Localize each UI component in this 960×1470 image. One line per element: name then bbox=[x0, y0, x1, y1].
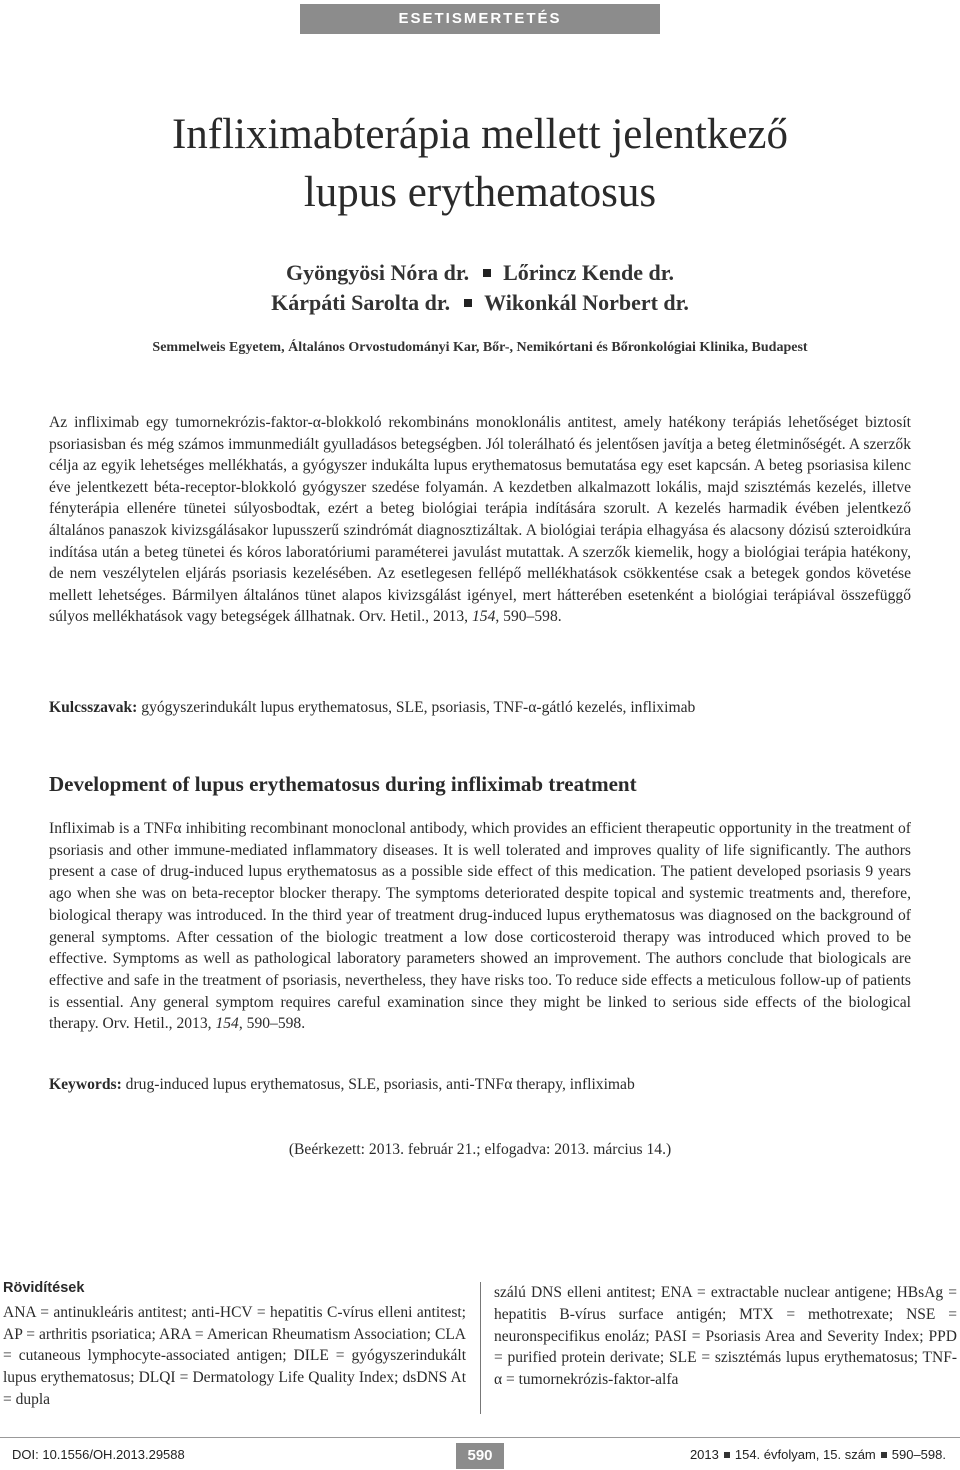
journal-pages: , 590–598. bbox=[238, 1015, 306, 1033]
abstract-hungarian bbox=[49, 412, 911, 628]
title-line-1: Infliximabterápia mellett jelentkező bbox=[171, 111, 789, 158]
issue-year: 2013 bbox=[689, 1447, 719, 1462]
issue-volume: 154. évfolyam, 15. szám bbox=[734, 1447, 876, 1462]
author-name: Wikonkál Norbert dr. bbox=[484, 290, 689, 315]
abstract-text: Infliximab is a TNFα inhibiting recombinant monoclonal antibody, which provides an efficient therapeutic opportunity in the treatment of psoriasis and other immune-mediated inflammatory diseases. It is well tolerated and improves quality of life significantly. The authors present a case of drug-induced lupus erythematosus as a possible side effect of this medication. The patient developed psoriasis 9 years ago when she was on beta-receptor blocker therapy. The symptoms deteriorated despite topical and systemic treatments and, therefore, biological therapy was introduced. In the third year of treatment drug-induced lupus erythematosus was diagnosed on the background of general symptoms. After cessation of the biologic treatment a low dose corticosteroid therapy was introduced which proved to be effective. Symptoms as well as pathological laboratory parameters showed an improvement. The authors conclude that biologicals are effective and safe in the treatment of psoriasis, nevertheless, they have risks too. To reduce side effects a meticulous follow-up of patients is essential. Any general symptom requires careful examination since they might be linked to serious side effects of the biological therapy. Orv. Hetil., 2013, bbox=[49, 820, 911, 1033]
abbreviations-heading: Rövidítések bbox=[3, 1280, 85, 1296]
page-footer bbox=[0, 1443, 960, 1467]
english-title: Development of lupus erythematosus during infliximab treatment bbox=[49, 772, 637, 796]
bullet-square-icon bbox=[464, 299, 472, 307]
abbreviations-text: ANA = antinukleáris antitest; anti-HCV = hepatitis C-vírus elleni antitest; AP = arthritis psoriatica; ARA = American Rheumatism Association; CLA = cutaneous lymphocyte-associated antigen; DILE = gyógyszerindukált lupus erythematosus; DLQI = Dermatology Life Quality Index; dsDNS At = dupla bbox=[3, 1303, 466, 1408]
issue-info bbox=[690, 1447, 946, 1462]
keywords-label: Keywords: bbox=[49, 1076, 122, 1093]
section-label: ESETISMERTETÉS bbox=[300, 4, 660, 34]
author-list bbox=[0, 258, 960, 318]
doi: DOI: 10.1556/OH.2013.29588 bbox=[12, 1447, 185, 1462]
author-name: Gyöngyösi Nóra dr. bbox=[285, 260, 470, 285]
bullet-square-icon bbox=[483, 269, 491, 277]
bullet-square-icon bbox=[724, 1452, 730, 1458]
keywords-hungarian bbox=[49, 697, 911, 718]
abbreviations-column-left bbox=[3, 1278, 466, 1411]
footer-rule bbox=[0, 1437, 960, 1438]
article-title bbox=[0, 106, 960, 222]
abbreviations-column-right bbox=[494, 1282, 957, 1391]
abstract-english bbox=[49, 818, 911, 1035]
keywords-label: Kulcsszavak: bbox=[49, 699, 138, 716]
keywords-text: gyógyszerindukált lupus erythematosus, SLE, psoriasis, TNF-α-gátló kezelés, infliximab bbox=[141, 699, 696, 716]
page-number: 590 bbox=[456, 1443, 504, 1469]
journal-pages: , 590–598. bbox=[495, 608, 562, 626]
author-row-2 bbox=[0, 288, 960, 318]
issue-pages: 590–598. bbox=[891, 1447, 946, 1462]
author-row-1 bbox=[0, 258, 960, 288]
abstract-text: Az infliximab egy tumornekrózis-faktor-α-blokkoló rekombináns monoklonális antitest, amely hatékony terápiás lehetőséget biztosít psoriasisban és még számos immunmediált gyulladásos betegségben. Jól tolerálható és jelentősen javítja a beteg életminőségét. A szerzők célja az egyik lehetséges mellékhatás, a gyógyszer indukálta lupus erythematosus bemutatása egy eset kapcsán. A beteg psoriasisa kilenc éve jelentkezett béta-receptor-blokkoló gyógyszer szedése folyamán. A kezdetben alkalmazott lokális, majd szisztémás kezelés, illetve fényterápia ellenére tünetei súlyosbodtak, ezért a beteg biológiai terápia indítására szorult. A kezelés harmadik évében jelentkező általános panaszok kivizsgálásakor lupusszerű szindrómát diagnosztizáltak. A biológiai terápia elhagyása és alacsony dózisú szteroidkúra indítása után a beteg tünetei és kóros laboratóriumi paraméterei javulást mutattak. A szerzők kiemelik, hogy a biológiai terápia hatékony, de nem veszélytelen eljárás psoriasis kezelésében. Az esetlegesen fellépő mellékhatások csökkentése csak a betegek gondos követése mellett lehetséges. Bármilyen általános tünet alapos kivizsgálást igényel, mert hátterében esetenként a biológiai terápiával összefüggő súlyos mellékhatások vagy betegségek állhatnak. Orv. Hetil., 2013, bbox=[49, 414, 911, 626]
bullet-square-icon bbox=[881, 1452, 887, 1458]
affiliation: Semmelweis Egyetem, Általános Orvostudományi Kar, Bőr-, Nemikórtani és Bőronkológiai Klinika, Budapest bbox=[152, 340, 808, 355]
title-line-2: lupus erythematosus bbox=[303, 169, 657, 216]
keywords-english bbox=[49, 1074, 911, 1095]
keywords-text: drug-induced lupus erythematosus, SLE, psoriasis, anti-TNFα therapy, infliximab bbox=[125, 1076, 635, 1093]
journal-volume: 154 bbox=[215, 1015, 239, 1033]
author-name: Kárpáti Sarolta dr. bbox=[271, 290, 451, 315]
column-divider bbox=[480, 1282, 481, 1414]
received-dates: (Beérkezett: 2013. február 21.; elfogadva: 2013. március 14.) bbox=[288, 1141, 672, 1158]
abbreviations-text: szálú DNS elleni antitest; ENA = extractable nuclear antigene; HBsAg = hepatitis B-vírus surface antigén; MTX = methotrexate; NSE = neuronspecifikus enoláz; PASI = Psoriasis Area and Severity Index; PPD = purified protein derivate; SLE = szisztémás lupus erythematosus; TNF-α = tumornekrózis-faktor-alfa bbox=[494, 1284, 957, 1389]
author-name: Lőrincz Kende dr. bbox=[503, 260, 675, 285]
journal-volume: 154 bbox=[471, 608, 496, 626]
